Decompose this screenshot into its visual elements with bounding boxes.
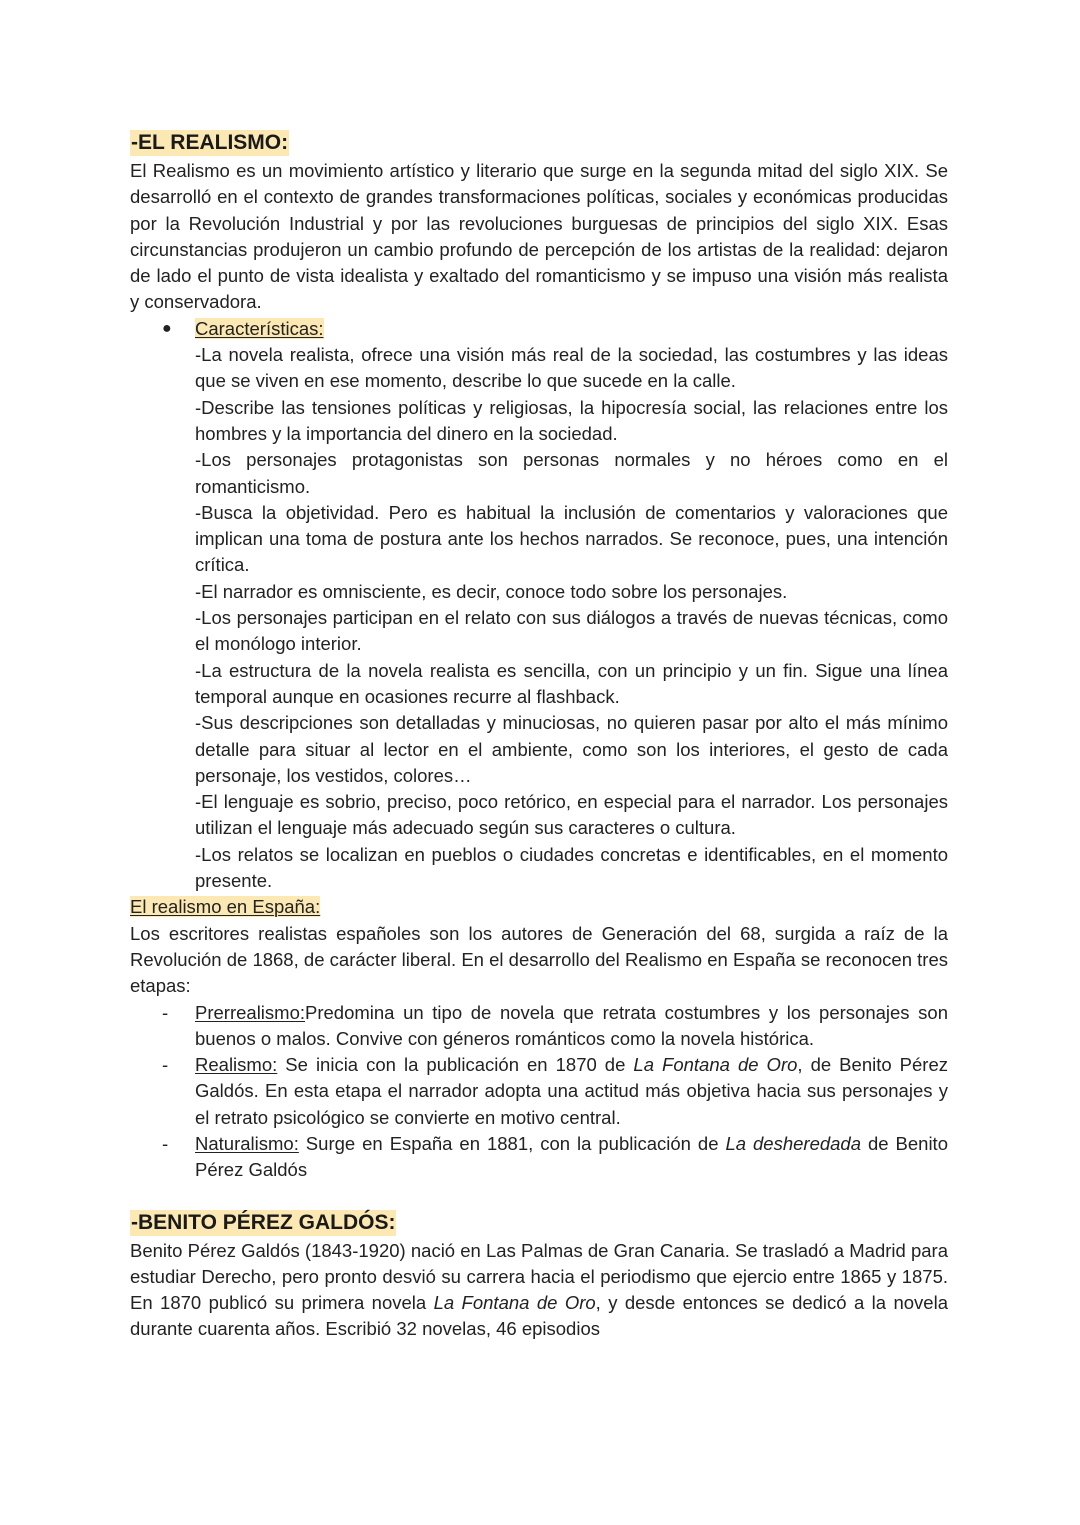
bullet-dot-icon: ● [162,319,172,337]
book-title: La Fontana de Oro [633,1054,798,1076]
galdos-text: , y desde entonces se dedicó a la novela durante cuarenta años. Escribió 32 novelas, 46 episodios [130,1292,948,1340]
list-item: -Busca la objetividad. Pero es habitual la inclusión de comentarios y valoraciones que implican una toma de postura ante los hechos narrados. Se reconoce, pues, una intención crítica. [195,501,948,576]
list-item: -La estructura de la novela realista es sencilla, con un principio y un fin. Sigue una línea temporal aunque en ocasiones recurre al flashback. [195,659,948,707]
stage-text: , de Benito Pérez Galdós. En esta etapa el narrador adopta una actitud más objetiva hacia sus personajes y el retrato psicológico se convierte en motivo central. [195,1054,948,1128]
list-item: -El narrador es omnisciente, es decir, conoce todo sobre los personajes. [195,580,788,602]
galdos-paragraph [130,1238,948,1343]
stage-text: Predomina un tipo de novela que retrata costumbres y los personajes son buenos o malos. Convive con géneros románticos como la novela histórica. [195,1001,948,1049]
list-item: -Los personajes protagonistas son personas normales y no héroes como en el romanticismo. [195,449,948,497]
document-content [130,130,948,1343]
galdos-text: Benito Pérez Galdós (1843-1920) nació en Las Palmas de Gran Canaria. Se trasladó a Madrid para estudiar Derecho, pero pronto desvió su carrera hacia el periodismo que ejercio entre 1865 y 1875. En 1870 publicó su primera novela [130,1239,948,1314]
section-heading-galdos: -BENITO PÉREZ GALDÓS: [131,1210,396,1234]
spain-subheading: El realismo en España: [130,896,321,918]
stage-label: Realismo: [195,1054,278,1076]
section-heading-realismo: -EL REALISMO: [131,131,289,154]
realismo-intro-paragraph: El Realismo es un movimiento artístico y literario que surge en la segunda mitad del siglo XIX. Se desarrolló en el contexto de grandes transformaciones políticas, sociales y económicas producidas por la Revolución Industrial y por las revoluciones burguesas de principios del siglo XIX. Esas circunstancias produjeron un cambio profundo de percepción de los artistas de la realidad: dejaron de lado el punto de vista idealista y exaltado del romanticismo y se impuso una visión más realista y conservadora. [130,160,948,313]
list-item: -Describe las tensiones políticas y religiosas, la hipocresía social, las relaciones entre los hombres y la importancia del dinero en la sociedad. [195,396,948,444]
list-item: -Los relatos se localizan en pueblos o ciudades concretas e identificables, en el momento presente. [195,843,948,892]
characteristics-bullet [130,316,948,342]
list-item: -Sus descripciones son detalladas y minuciosas, no quieren pasar por alto el más mínimo detalle para situar al lector en el ambiente, como son los interiores, el gesto de cada personaje, los vestidos, colores… [195,712,948,786]
spain-intro-paragraph: Los escritores realistas españoles son los autores de Generación del 68, surgida a raíz de la Revolución de 1868, de carácter liberal. En el desarrollo del Realismo en España se reconocen tres etapas: [130,922,948,997]
characteristics-list [130,342,948,894]
stage-naturalismo [130,1131,948,1184]
dash-bullet-icon: - [162,1054,169,1076]
stage-text: Surge en España en 1881, con la publicación de [298,1132,726,1154]
stage-prerrealismo [130,1000,948,1053]
dash-bullet-icon: - [162,1132,169,1154]
stage-realismo [130,1052,948,1131]
stage-label: Prerrealismo: [195,1001,305,1023]
list-item: -La novela realista, ofrece una visión más real de la sociedad, las costumbres y las ideas que se viven en ese momento, describe lo que sucede en la calle. [195,344,948,392]
stage-text: de Benito Pérez Galdós [195,1132,948,1181]
book-title: La Fontana de Oro [433,1292,596,1314]
characteristics-label: Características: [195,317,324,339]
stage-label: Naturalismo: [195,1132,299,1154]
list-item: -Los personajes participan en el relato con sus diálogos a través de nuevas técnicas, como el monólogo interior. [195,607,948,655]
book-title: La desheredada [725,1132,862,1154]
list-item: -El lenguaje es sobrio, preciso, poco retórico, en especial para el narrador. Los personajes utilizan el lenguaje más adecuado según sus caracteres o cultura. [195,791,948,839]
stage-text: Se inicia con la publicación en 1870 de [277,1054,634,1076]
dash-bullet-icon: - [162,1001,169,1023]
